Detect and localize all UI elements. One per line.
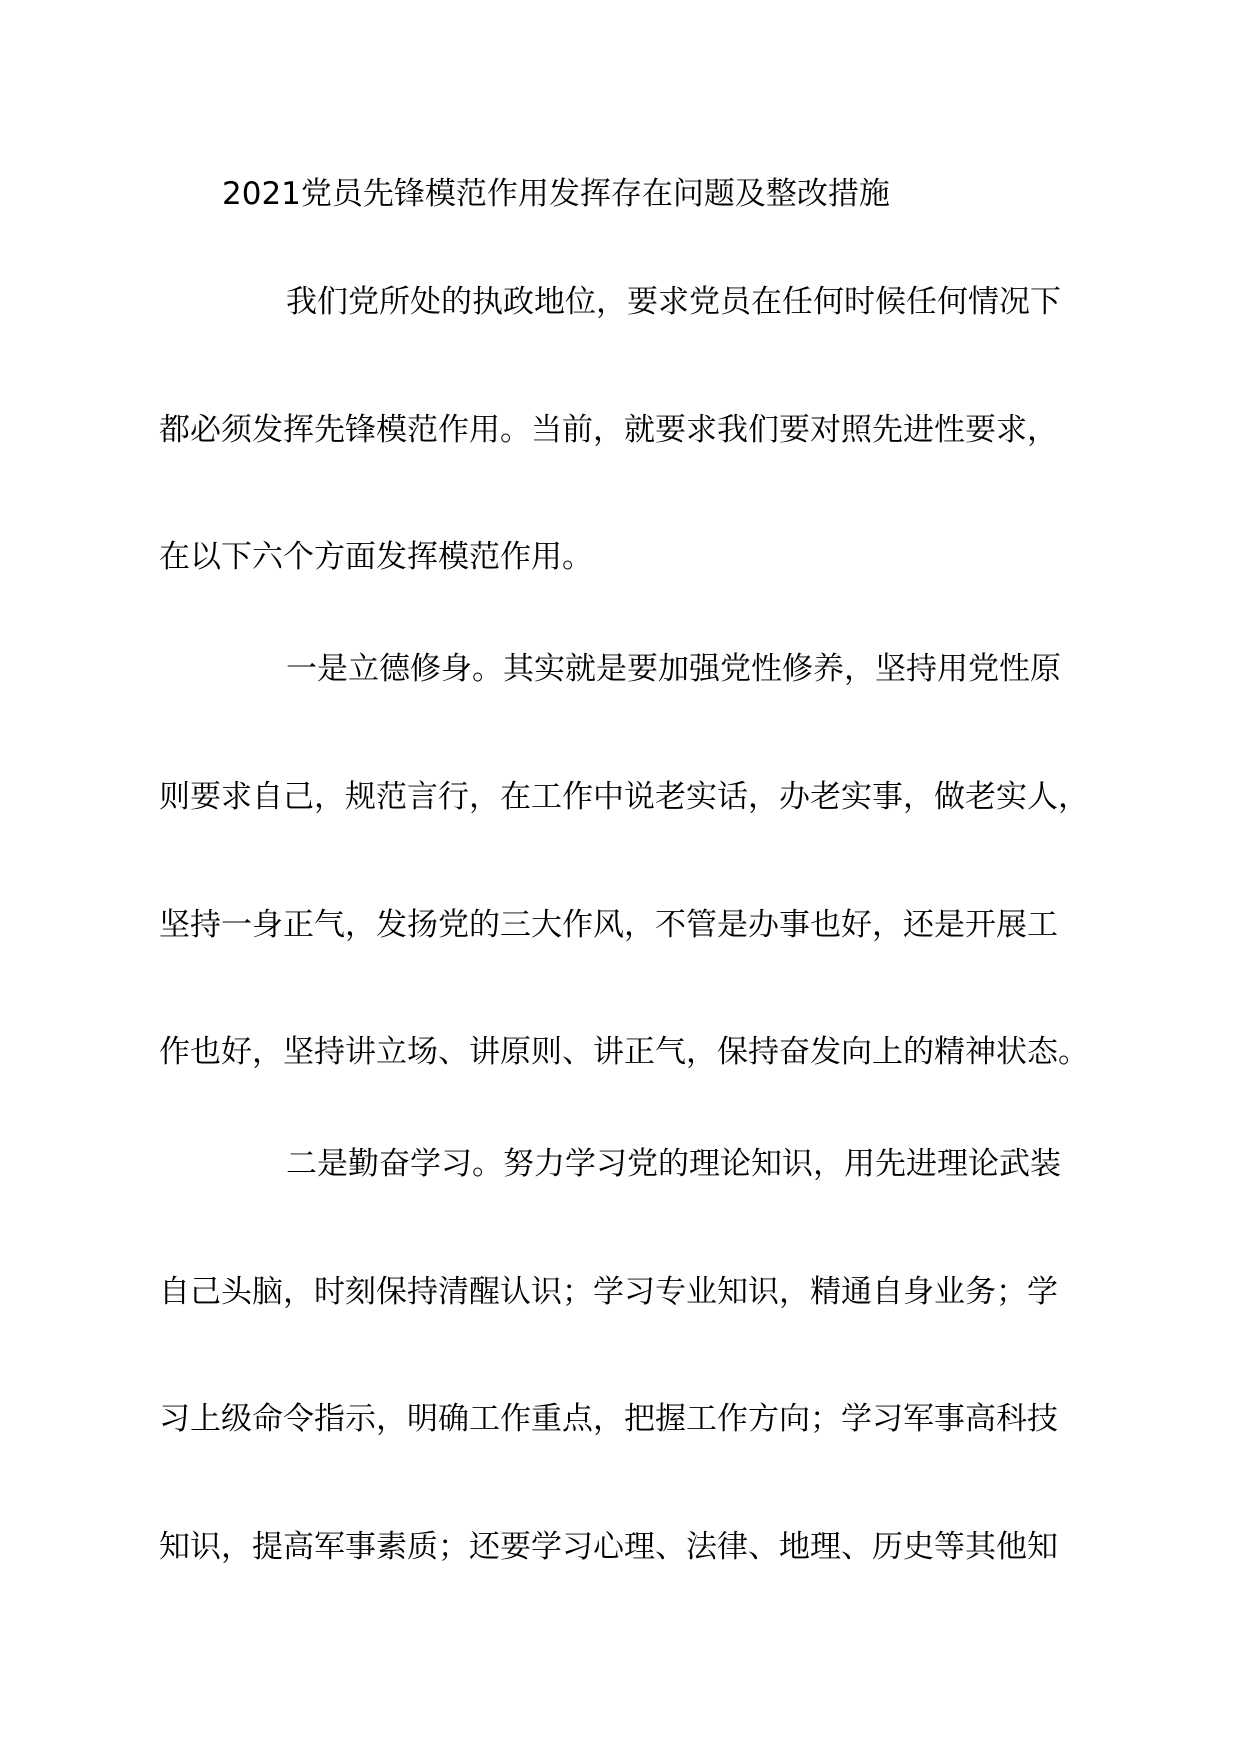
paragraph-line: 习上级命令指示，明确工作重点，把握工作方向；学习军事高科技 xyxy=(159,1401,1058,1437)
paragraph-line: 在以下六个方面发挥模范作用。 xyxy=(159,539,593,575)
paragraph-line: 二是勤奋学习。努力学习党的理论知识，用先进理论武装 xyxy=(286,1146,1061,1182)
paragraph-line: 一是立德修身。其实就是要加强党性修养，坚持用党性原 xyxy=(286,651,1061,687)
paragraph-line: 我们党所处的执政地位，要求党员在任何时候任何情况下 xyxy=(286,284,1061,320)
paragraph-line: 自己头脑，时刻保持清醒认识；学习专业知识，精通自身业务；学 xyxy=(159,1274,1058,1310)
document-title: 2021党员先锋模范作用发挥存在问题及整改措施 xyxy=(222,176,890,212)
paragraph-line: 知识，提高军事素质；还要学习心理、法律、地理、历史等其他知 xyxy=(159,1529,1058,1565)
paragraph-line: 坚持一身正气，发扬党的三大作风，不管是办事也好，还是开展工 xyxy=(159,907,1058,943)
paragraph-line: 则要求自己，规范言行，在工作中说老实话，办老实事，做老实人， xyxy=(159,779,1089,815)
paragraph-line: 作也好，坚持讲立场、讲原则、讲正气，保持奋发向上的精神状态。 xyxy=(159,1034,1089,1070)
paragraph-line: 都必须发挥先锋模范作用。当前，就要求我们要对照先进性要求， xyxy=(159,412,1058,448)
